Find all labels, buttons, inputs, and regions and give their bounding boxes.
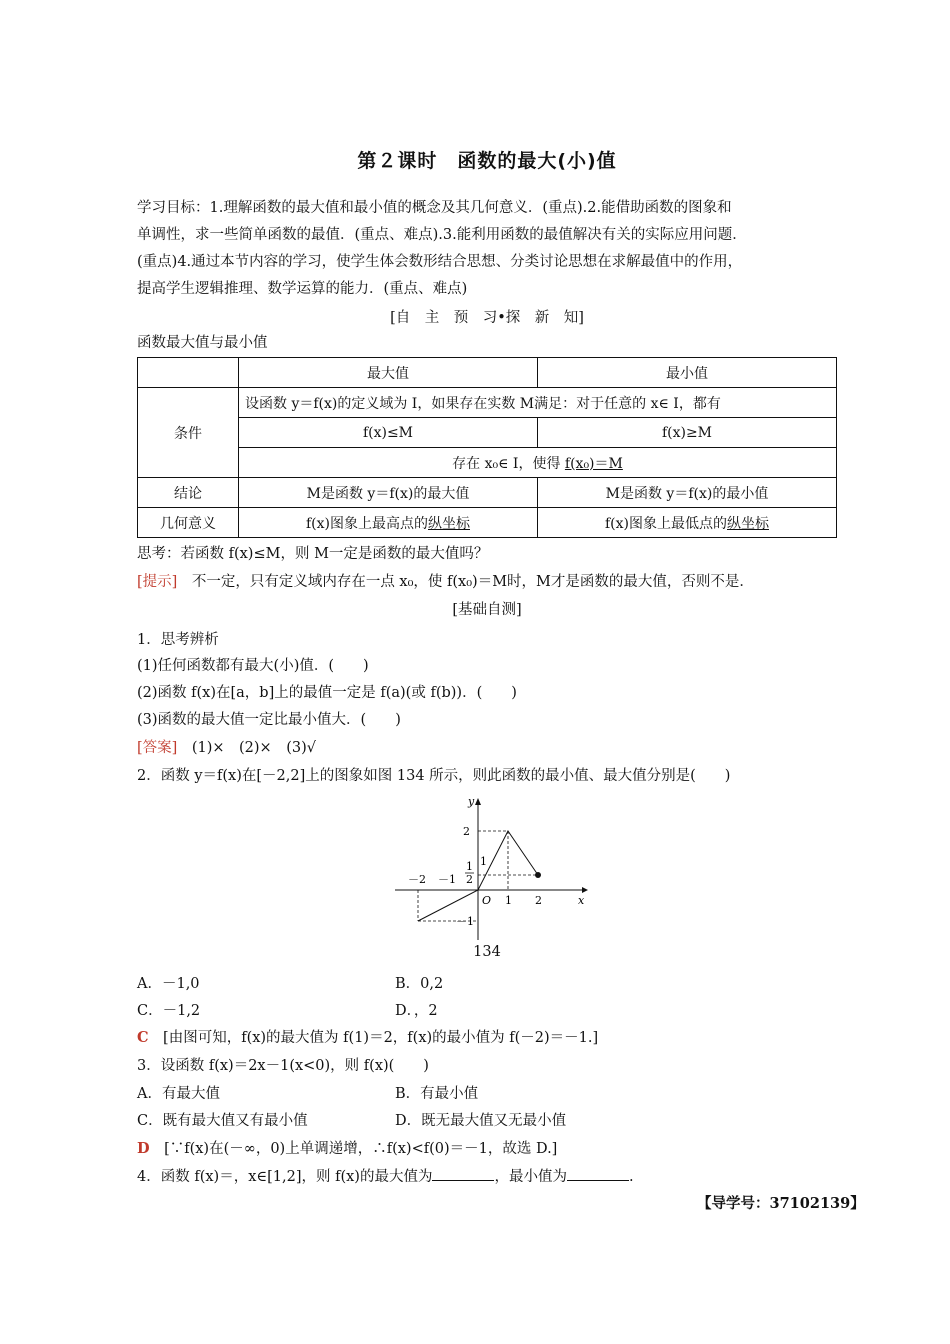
objectives-line-1: 学习目标：1.理解函数的最大值和最小值的概念及其几何意义．(重点).2.能借助函数的图象和 [137, 200, 732, 216]
conclusion-max: M是函数 y＝f(x)的最大值 [239, 478, 538, 508]
q2-stem: 2．函数 y＝f(x)在[－2,2]上的图象如图 134 所示，则此函数的最小值、最大值分别是( ) [137, 768, 731, 784]
objectives-line-3: (重点)4.通过本节内容的学习，使学生体会数形结合思想、分类讨论思想在求解最值中的作用， [137, 254, 743, 270]
geometric-max: f(x)图象上最高点的纵坐标 [239, 508, 538, 538]
x-tick-minus1: －1 [438, 873, 456, 886]
y-axis-arrow [475, 798, 481, 805]
page-title: 第２课时 函数的最大(小)值 [357, 150, 617, 172]
q4-stem: 4．函数 f(x)＝，x∈[1,2]，则 f(x)的最大值为 ，最小值为 . [137, 1165, 634, 1186]
table-header-row [138, 358, 837, 388]
conclusion-min: M是函数 y＝f(x)的最小值 [537, 478, 836, 508]
q3-stem: 3．设函数 f(x)＝2x－1(x<0)，则 f(x)( ) [137, 1058, 429, 1074]
table-row-conclusion [138, 478, 837, 508]
header-min: 最小值 [537, 358, 836, 388]
condition-min: f(x)≥M [537, 418, 836, 448]
row-label-condition: 条件 [138, 388, 239, 478]
row-label-geometric: 几何意义 [138, 508, 239, 538]
header-max: 最大值 [239, 358, 538, 388]
q1-statement-2: (2)函数 f(x)在[a，b]上的最值一定是 f(a)(或 f(b))．( ) [137, 685, 517, 701]
max-min-table [137, 357, 837, 538]
section-heading-preview: [自 主 预 习•探 新 知] [390, 310, 584, 326]
section-heading-basic: [基础自测] [452, 602, 522, 618]
row-label-conclusion: 结论 [138, 478, 239, 508]
q4-blank-max[interactable] [432, 1166, 494, 1181]
y-tick-2: 2 [463, 825, 470, 838]
guide-number: 【导学号：37102139】 [697, 1195, 865, 1212]
answer-tag: [答案] [137, 740, 178, 756]
q2-answer: C [由图可知，f(x)的最大值为 f(1)＝2，f(x)的最小值为 f(－2)＝－1.] [137, 1029, 599, 1046]
y-tick-half-denominator: 2 [466, 873, 473, 886]
x-axis-arrow [582, 887, 588, 893]
q3-option-c: C．既有最大值又有最小值 [137, 1113, 308, 1129]
q2-option-a: A．－1,0 [137, 976, 200, 992]
table-row-condition-common [138, 388, 837, 418]
q3-option-b: B．有最小值 [395, 1086, 479, 1102]
x-axis-label: x [578, 894, 585, 907]
objectives-line-4: 提高学生逻辑推理、数学运算的能力．(重点、难点) [137, 281, 468, 297]
q2-answer-letter: C [137, 1029, 149, 1046]
table-row-condition-inequality [138, 418, 837, 448]
x-tick-2: 2 [535, 894, 542, 907]
table-row-condition-exist [138, 448, 837, 478]
table-row-geometric [138, 508, 837, 538]
condition-exist-equation: f(x₀)＝M [564, 455, 623, 472]
objectives-line-2: 单调性，求一些简单函数的最值．(重点、难点).3.能利用函数的最值解决有关的实际应用问题． [137, 227, 747, 243]
condition-max: f(x)≤M [239, 418, 538, 448]
y-tick-1: 1 [480, 855, 487, 868]
x-tick-1: 1 [505, 894, 512, 907]
condition-exist: 存在 x₀∈ I，使得 f(x₀)＝M [239, 448, 837, 478]
y-tick-minus1: －1 [456, 915, 474, 928]
x-tick-minus2: －2 [408, 873, 426, 886]
table-caption: 函数最大值与最小值 [137, 335, 268, 351]
hint: [提示] 不一定，只有定义域内存在一点 x₀，使 f(x₀)＝M时，M才是函数的最大值，否则不是． [137, 574, 754, 590]
condition-common: 设函数 y＝f(x)的定义域为 I，如果存在实数 M满足：对于任意的 x∈ I，都有 [239, 388, 837, 418]
q3-option-d: D．既无最大值又无最小值 [395, 1113, 567, 1129]
geometric-min: f(x)图象上最低点的纵坐标 [537, 508, 836, 538]
q2-option-d: D．，2 [395, 1003, 438, 1019]
y-axis-label: y [468, 795, 475, 808]
function-graph-figure [390, 795, 590, 945]
q3-answer: D [∵f(x)在(－∞，0)上单调递增，∴f(x)<f(0)＝－1，故选 D.] [137, 1140, 558, 1157]
q1-answer: [答案] (1)× (2)× (3)√ [137, 740, 316, 756]
think-question: 思考：若函数 f(x)≤M，则 M一定是函数的最大值吗？ [137, 546, 489, 562]
q3-answer-letter: D [137, 1140, 150, 1157]
hint-tag: [提示] [137, 574, 178, 590]
graph-endpoint [535, 872, 541, 878]
q3-option-a: A．有最大值 [137, 1086, 220, 1102]
q1-title: 1．思考辨析 [137, 632, 219, 648]
q1-statement-3: (3)函数的最大值一定比最小值大．( ) [137, 712, 401, 728]
y-tick-half-numerator: 1 [466, 860, 473, 873]
figure-caption: 134 [473, 944, 501, 960]
q1-statement-1: (1)任何函数都有最大(小)值．( ) [137, 658, 369, 674]
q2-option-b: B．0,2 [395, 976, 444, 992]
q2-option-c: C．－1,2 [137, 1003, 201, 1019]
q4-blank-min[interactable] [567, 1166, 629, 1181]
origin-label: O [482, 894, 492, 907]
